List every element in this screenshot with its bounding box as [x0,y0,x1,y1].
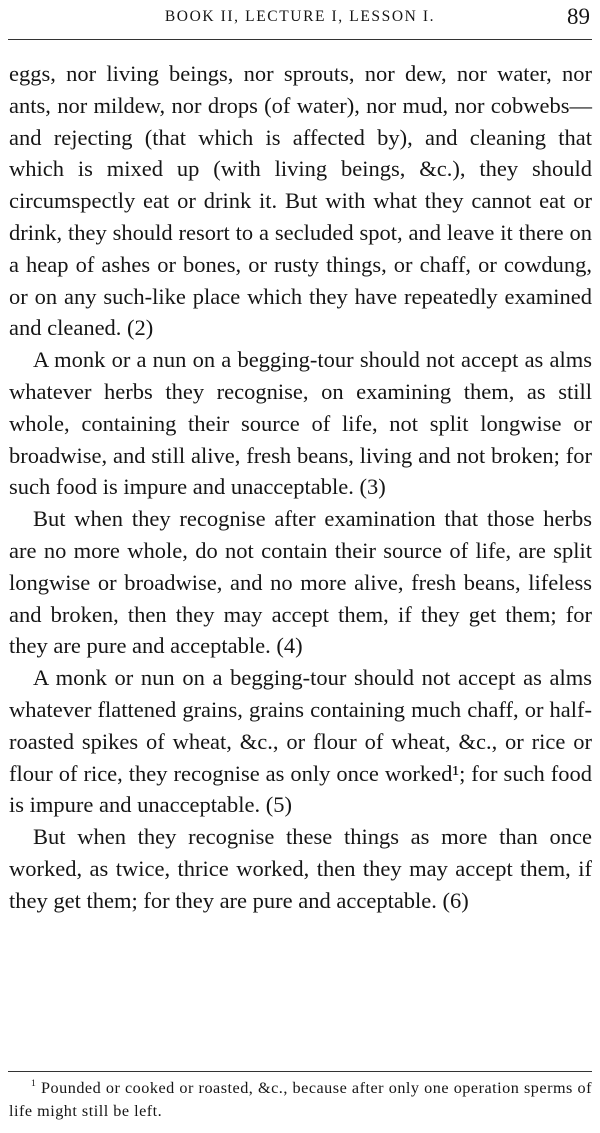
running-head [0,4,600,34]
page-number: 89 [567,4,590,29]
footnote [9,1077,592,1122]
paragraph-4: But when they recognise after examination that those herbs are no more whole, do not contain their source of life, are split longwise or broadwise, and no more alive, fresh beans, lifeless and broken, then they may accept them, if they get them; for they are pure and acceptable. (4) [9,506,592,659]
paragraph-3: A monk or a nun on a begging-tour should not accept as alms whatever herbs they recognise, on examining them, as still whole, containing their source of life, not split longwise or broadwise, and still alive, fresh beans, living and not broken; for such food is impure and unacceptable. (3) [9,347,592,500]
paragraph-continuation: eggs, nor living beings, nor sprouts, nor dew, nor water, nor ants, nor mildew, nor drops (of water), nor mud, nor cobwebs—and rejecting (that which is affected by), and cleaning that which is mixed up (with living beings, &c.), they should circumspectly eat or drink it. But with what they cannot eat or drink, they should resort to a secluded spot, and leave it there on a heap of ashes or bones, or rusty things, or chaff, or cowdung, or on any such-like place which they have repeatedly examined and cleaned. (2) [9,61,592,341]
body-text [9,58,592,917]
footnote-marker: 1 [31,1077,37,1089]
header-rule [8,39,592,40]
paragraph-5: A monk or nun on a begging-tour should not accept as alms whatever flattened grains, grains containing much chaff, or half-roasted spikes of wheat, &c., or flour of wheat, &c., or rice or flour of rice, they recognise as only once worked¹; for such food is impure and unacceptable. (5) [9,665,592,818]
paragraph-6: But when they recognise these things as more than once worked, as twice, thrice worked, then they may accept them, if they get them; for they are pure and acceptable. (6) [9,824,592,913]
running-title: BOOK II, LECTURE I, LESSON I. [164,8,436,25]
footnote-text: Pounded or cooked or roasted, &c., because after only one operation sperms of life might still be left. [9,1079,593,1120]
footnote-rule [8,1071,592,1072]
